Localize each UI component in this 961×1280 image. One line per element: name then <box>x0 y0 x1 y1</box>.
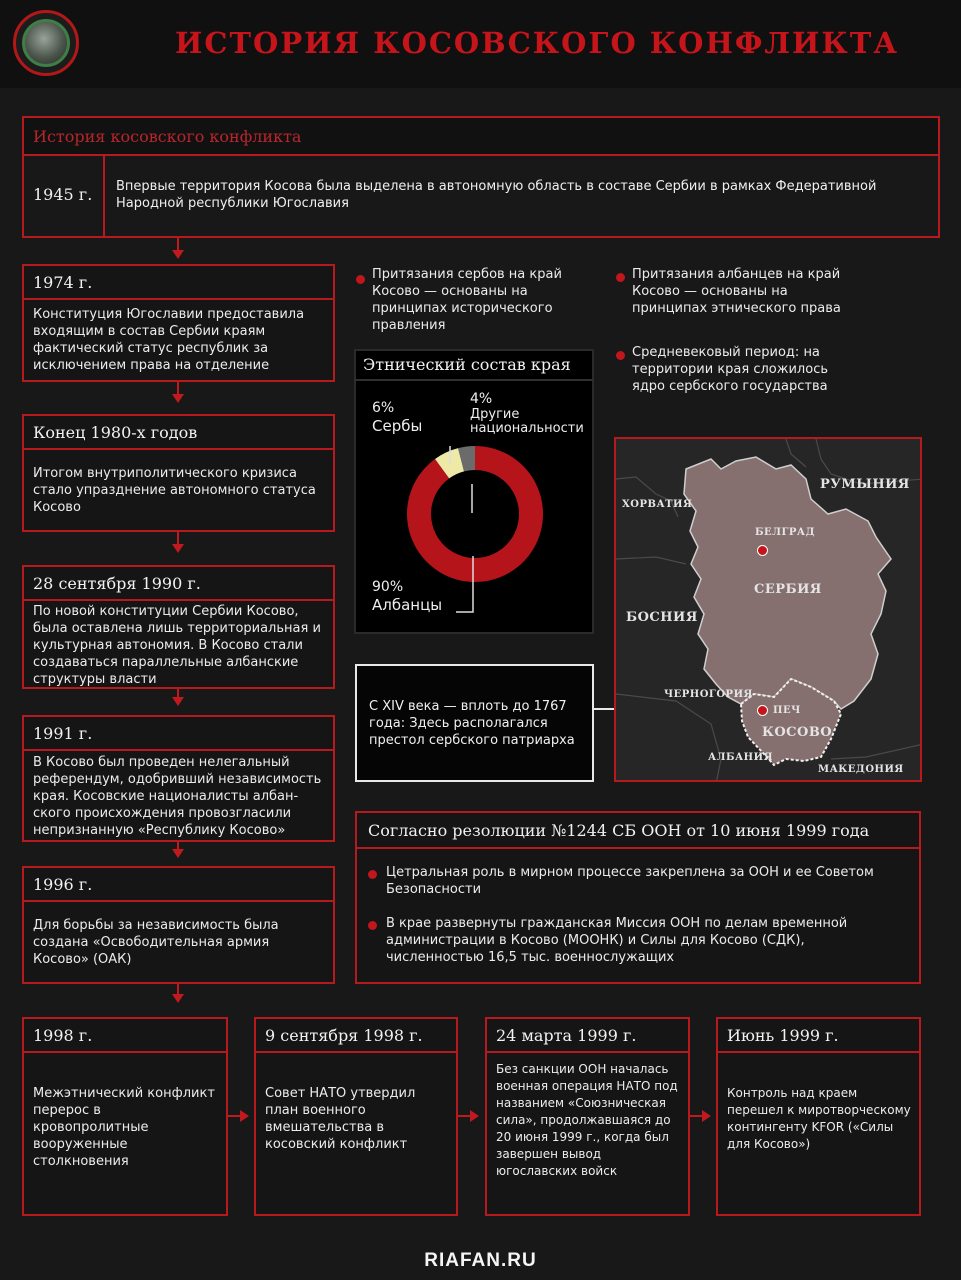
timeline-text: Совет НАТО утвердил план военного вмешательства в косовский конфликт <box>265 1086 416 1152</box>
resolution-title: Согласно резолюции №1244 СБ ООН от 10 июня 1999 года <box>357 813 919 849</box>
map-label-romania: РУМЫНИЯ <box>820 477 910 492</box>
timeline-text: По новой конституции Сербии Косово, была оставлена лишь территориальная и культурная автономия. В Косово стали создаваться параллельные албанские структуры власти <box>33 604 321 687</box>
timeline-card-1998 <box>22 1017 228 1216</box>
others-pct: 4% <box>470 391 493 407</box>
arrow-down-icon <box>172 394 184 403</box>
donut-slice-albanians <box>407 446 543 582</box>
arrow-down-icon <box>172 544 184 553</box>
albanians-claim: Притязания албанцев на край Косово — основаны на принципах этнического права <box>632 267 841 316</box>
map-label-serbia: СЕРБИЯ <box>754 582 822 597</box>
arrow-right-icon <box>702 1110 711 1122</box>
resolution-item-2: В крае развернуты гражданская Миссия ООН по делам временной администрации в Косово (МООНК) и Силы для Косово (СДК), численностью 16,5 тыс. военнослужащих <box>386 916 848 965</box>
timeline-text: Итогом внутриполитического кризиса стало упразднение автономного статуса Косово <box>33 466 316 515</box>
intro-title: История косовского конфликта <box>22 116 940 156</box>
timeline-text: В Косово был проведен нелегальный референдум, одобривший независимость края. Косовские националисты албан-ского происхождения провозгласили непризнанную «Республику Косово» <box>33 755 322 838</box>
timeline-card-1996 <box>22 866 335 984</box>
arrow-right-icon <box>240 1110 249 1122</box>
timeline-text: Контроль над краем перешел к миротворческому контингенту KFOR («Силы для Косово») <box>727 1086 911 1151</box>
map-label-kosovo: КОСОВО <box>762 725 833 740</box>
map-label-montenegro: ЧЕРНОГОРИЯ <box>664 689 753 700</box>
timeline-date: 1996 г. <box>24 868 333 902</box>
timeline-date: 1974 г. <box>24 266 333 300</box>
ethnic-title: Этнический состав края <box>354 349 594 381</box>
intro-text: Впервые территория Косова была выделена в автономную область в составе Сербии в рамках Федеративной Народной республики Югославия <box>103 154 940 238</box>
arrow-down-icon <box>172 849 184 858</box>
map-label-pec: ПЕЧ <box>773 705 801 716</box>
map-label-albania: АЛБАНИЯ <box>708 752 773 763</box>
arrow-down-icon <box>172 994 184 1003</box>
map-label-macedonia: МАКЕДОНИЯ <box>818 764 904 775</box>
map-label-croatia: ХОРВАТИЯ <box>622 499 693 510</box>
timeline-text: Межэтнический конфликт перерос в кровопролитные вооруженные столкновения <box>33 1086 215 1169</box>
serbs-claim: Притязания сербов на край Косово — основаны на принципах исторического правления <box>372 267 562 333</box>
pec-marker-icon <box>757 705 768 716</box>
medieval-note: Средневековый период: на территории края сложилось ядро сербского государства <box>632 345 828 394</box>
timeline-date: 1991 г. <box>24 717 333 751</box>
timeline-card-june-1999 <box>716 1017 921 1216</box>
bullet-icon <box>368 870 377 879</box>
bullet-icon <box>616 351 625 360</box>
timeline-card-1990 <box>22 565 335 689</box>
belgrade-marker-icon <box>757 545 768 556</box>
bullet-icon <box>356 275 365 284</box>
others-label-2: национальности <box>470 421 584 436</box>
globe-icon <box>22 19 70 67</box>
map-label-bosnia: БОСНИЯ <box>626 610 698 625</box>
timeline-date: Июнь 1999 г. <box>718 1019 919 1053</box>
timeline-card-sept-1998 <box>254 1017 458 1216</box>
patriarch-note: С XIV века — вплоть до 1767 года: Здесь располагался престол сербского патриарха <box>355 664 594 782</box>
albanians-pct: 90% <box>372 579 404 595</box>
arrow-down-icon <box>172 697 184 706</box>
intro-year: 1945 г. <box>22 154 105 238</box>
timeline-card-late-1980s <box>22 414 335 532</box>
timeline-text: Конституция Югославии предоставила входящим в состав Сербии краям фактический статус республик за исключением права на отделение <box>33 307 305 373</box>
serbs-label: Сербы <box>372 417 423 435</box>
timeline-date: 1998 г. <box>24 1019 226 1053</box>
timeline-date: 24 марта 1999 г. <box>487 1019 688 1053</box>
page-title: ИСТОРИЯ КОСОВСКОГО КОНФЛИКТА <box>175 26 899 60</box>
arrow-right-icon <box>470 1110 479 1122</box>
riafan-logo <box>13 10 79 76</box>
timeline-text: Для борьбы за независимость была создана «Освободительная армия Косово» (ОАК) <box>33 918 279 967</box>
others-label-1: Другие <box>470 407 520 422</box>
timeline-card-1974 <box>22 264 335 382</box>
timeline-date: 28 сентября 1990 г. <box>24 567 333 601</box>
timeline-card-march-1999 <box>485 1017 690 1216</box>
map-label-belgrade: БЕЛГРАД <box>755 527 815 538</box>
timeline-date: Конец 1980-х годов <box>24 416 333 450</box>
footer-site[interactable]: RIAFAN.RU <box>424 1250 537 1271</box>
timeline-card-1991 <box>22 715 335 842</box>
timeline-date: 9 сентября 1998 г. <box>256 1019 456 1053</box>
region-map <box>614 437 922 782</box>
serbs-pct: 6% <box>372 400 395 416</box>
arrow-down-icon <box>172 250 184 259</box>
resolution-item-1: Цетральная роль в мирном процессе закреплена за ООН и ее Советом Безопасности <box>386 865 874 897</box>
albanians-label: Албанцы <box>372 596 443 614</box>
timeline-text: Без санкции ООН началась военная операция НАТО под названием «Союзническая сила», продолжавшаяся до 20 июня 1999 г., когда был завершен вывод югославских войск <box>496 1062 678 1178</box>
bullet-icon <box>616 273 625 282</box>
bullet-icon <box>368 921 377 930</box>
